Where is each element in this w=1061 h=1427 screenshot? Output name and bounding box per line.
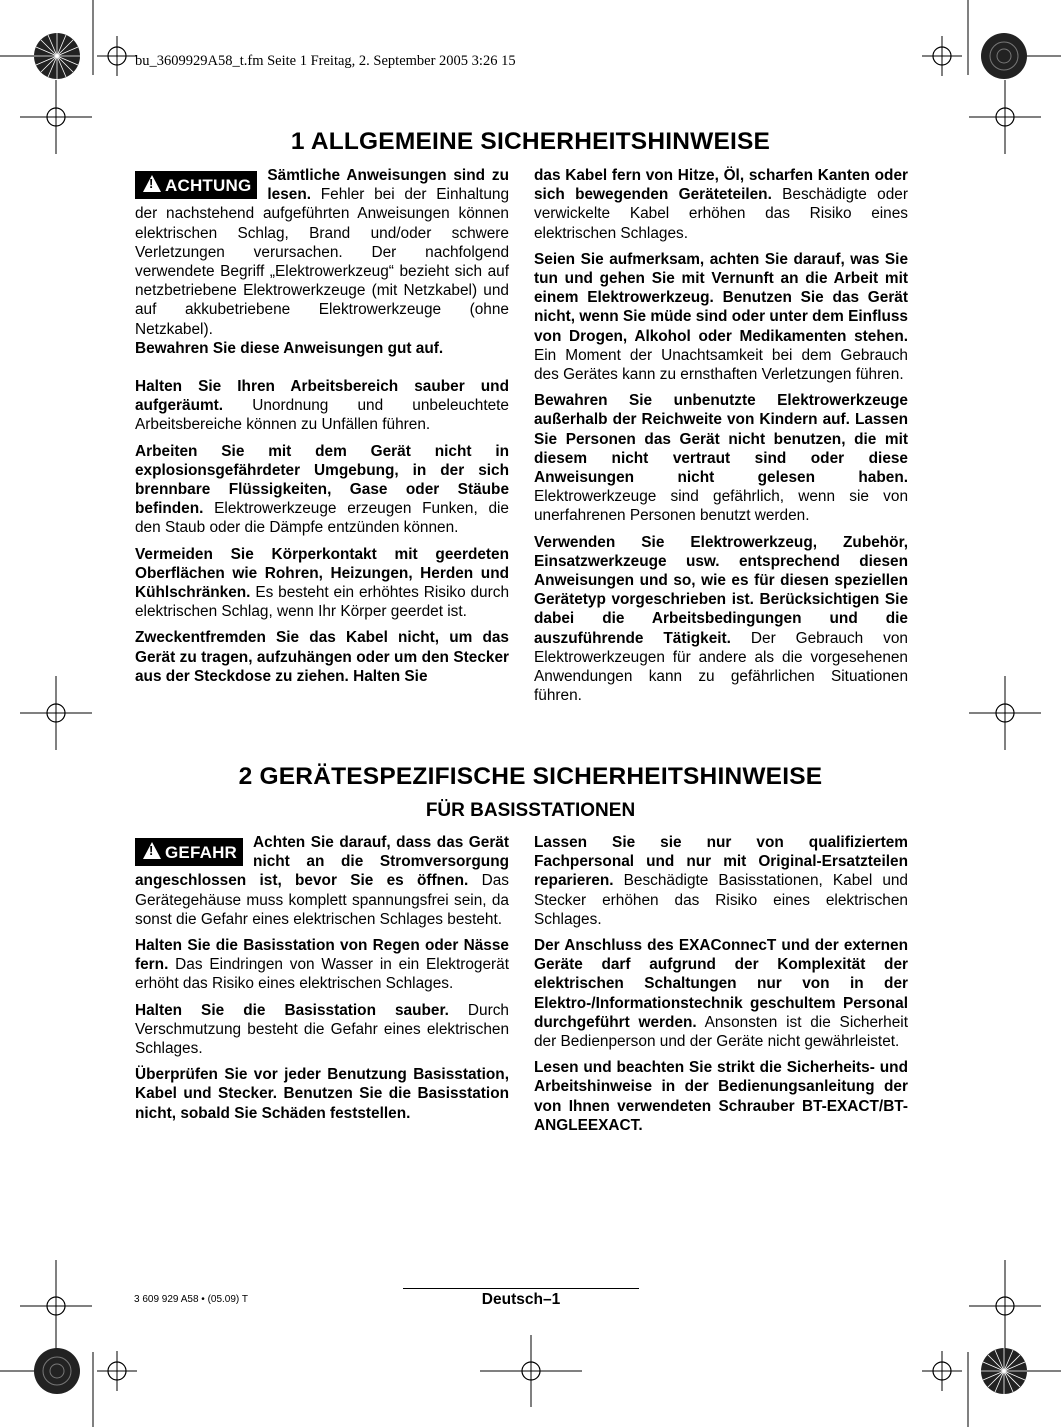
section-2-title: 2 GERÄTESPEZIFISCHE SICHERHEITSHINWEISE (238, 763, 823, 790)
page-number: Deutsch–1 (481, 1291, 561, 1308)
crosshair-icon (97, 1351, 137, 1391)
keep-instructions-note: Bewahren Sie diese Anweisungen gut auf. (135, 339, 444, 357)
starburst-target-icon (980, 1347, 1028, 1395)
section-1-right-column: das Kabel fern von Hitze, Öl, scharfen Kanten oder sich bewegenden Geräteteilen. Beschädigte oder verwickelte Kabel erhöhen das Risiko eines elektrischen Schlages. Seien Sie aufmerksam, achten Sie darauf, was Sie tun und gehen Sie mit Vernunft an die Arbeit mit einem Elektrowerkzeug. Benutzen Sie das Gerät nicht, wenn Sie müde sind oder unter dem Einfluss von Drogen, Alkohol oder Medikamenten stehen. Ein Moment der Unachtsamkeit bei dem Gebrauch des Gerätes kann zu ernsthaften Verletzungen führen. Bewahren Sie unbenutzte Elektrowerkzeuge außerhalb der Reichweite von Kindern auf. Lassen Sie Personen das Gerät nicht benutzen, die mit diesem nicht vertraut sind oder diese Anweisungen nicht gelesen haben. Elektrowerkzeuge sind gefährlich, wenn sie von unerfahrenen Personen benutzt werden. Verwenden Sie Elektrowerkzeug, Zubehör, Einsatzwerkzeuge usw. entsprechend diesen Anweisungen und so, wie es für diesen speziellen Gerätetyp vorgeschrieben ist. Berücksichtigen Sie dabei die Arbeitsbedingungen und die auszuführende Tätigkeit. Der Gebrauch von Elektrowerkzeugen für andere als die vorgesehenen Anwendungen kann zu gefährlichen Situationen führen. (534, 167, 908, 705)
starburst-target-icon (33, 32, 81, 80)
warning-badge: !ACHTUNG (135, 171, 257, 199)
section-2-right-column: Lassen Sie sie nur von qualifiziertem Fachpersonal und nur mit Original-Ersatzteilen reparieren. Beschädigte Basisstationen, Kabel und Stecker erhöhen das Risiko eines elektrischen Schlages. Der Anschluss des EXAConnecT und der externen Geräte darf aufgrund der Komplexität der elektrischen Schaltungen nur von in der Elektro-/Informationstechnik geschultem Personal durchgeführt werden. Ansonsten ist die Sicherheit der Bedienperson und der Geräte nicht gewährleistet. Lesen und beachten Sie strikt die Sicherheits- und Arbeitshinweise in der Bedienungsanleitung der von Ihnen verwendeten Schrauber BT-EXACT/BT-ANGLEEXACT. (534, 834, 908, 1134)
crosshair-icon (480, 1335, 582, 1407)
section-2-subtitle: FÜR BASISSTATIONEN (425, 800, 636, 821)
starburst-target-icon (980, 32, 1028, 80)
section-1-left-column: !ACHTUNG Sämtliche Anweisungen sind zu lesen. Fehler bei der Einhaltung der nachstehend aufgeführten Anweisungen können elektrischen Schlag, Brand und/oder schwere Verletzungen verursachen. Der nachfolgend verwendete Begriff „Elektrowerkzeug“ bezieht sich auf netzbetriebene Elektrowerkzeuge (mit Netzkabel) und auf akkubetriebene Elektrowerkzeuge (ohne Netzkabel). Bewahren Sie diese Anweisungen gut auf. Halten Sie Ihren Arbeitsbereich sauber und aufgeräumt. Unordnung und unbeleuchtete Arbeitsbereiche können zu Unfällen führen. Arbeiten Sie mit dem Gerät nicht in explosionsgefährdeter Umgebung, in der sich brennbare Flüssigkeiten, Gase oder Stäube befinden. Elektrowerkzeuge erzeugen Funken, die den Staub oder die Dämpfe entzünden können. Vermeiden Sie Körperkontakt mit geerdeten Oberflächen wie Rohren, Heizungen, Herden und Kühlschränken. Es besteht ein erhöhtes Risiko durch elektrischen Schlag, wenn Ihr Körper geerdet ist. Zweckentfremden Sie das Kabel nicht, um das Gerät zu tragen, aufzuhängen oder um den Stecker aus der Steckdose zu ziehen. Halten Sie (135, 166, 509, 693)
crosshair-icon (20, 676, 92, 750)
section-1-title: 1 ALLGEMEINE SICHERHEITSHINWEISE (290, 128, 771, 155)
document-code: 3 609 929 A58 • (05.09) T (134, 1294, 248, 1305)
starburst-target-icon (33, 1347, 81, 1395)
crosshair-icon (969, 1260, 1041, 1352)
warning-triangle-icon (143, 175, 161, 192)
crosshair-icon (97, 36, 137, 76)
section-2-left-column: !GEFAHR Achten Sie darauf, dass das Gerät nicht an die Stromversorgung angeschlossen ist, bevor Sie es öffnen. Das Gerätegehäuse muss komplett spannungsfrei sein, da sonst die Gefahr eines elektrischen Schlages besteht. Halten Sie die Basisstation von Regen oder Nässe fern. Das Eindringen von Wasser in ein Elektrogerät erhöht das Risiko eines elektrischen Schlages. Halten Sie die Basisstation sauber. Durch Verschmutzung besteht die Gefahr eines elektrischen Schlages. Überprüfen Sie vor jeder Benutzung Basisstation, Kabel und Stecker. Benutzen Sie die Basisstation nicht, sobald Sie Schäden feststellen. (135, 833, 509, 1130)
file-header: bu_3609929A58_t.fm Seite 1 Freitag, 2. September 2005 3:26 15 (135, 53, 516, 69)
danger-badge: !GEFAHR (135, 838, 243, 866)
footer-divider (403, 1288, 639, 1289)
crosshair-icon (922, 36, 962, 76)
crosshair-icon (922, 1351, 962, 1391)
crosshair-icon (20, 1260, 92, 1352)
warning-triangle-icon (143, 842, 161, 859)
crosshair-icon (969, 676, 1041, 750)
